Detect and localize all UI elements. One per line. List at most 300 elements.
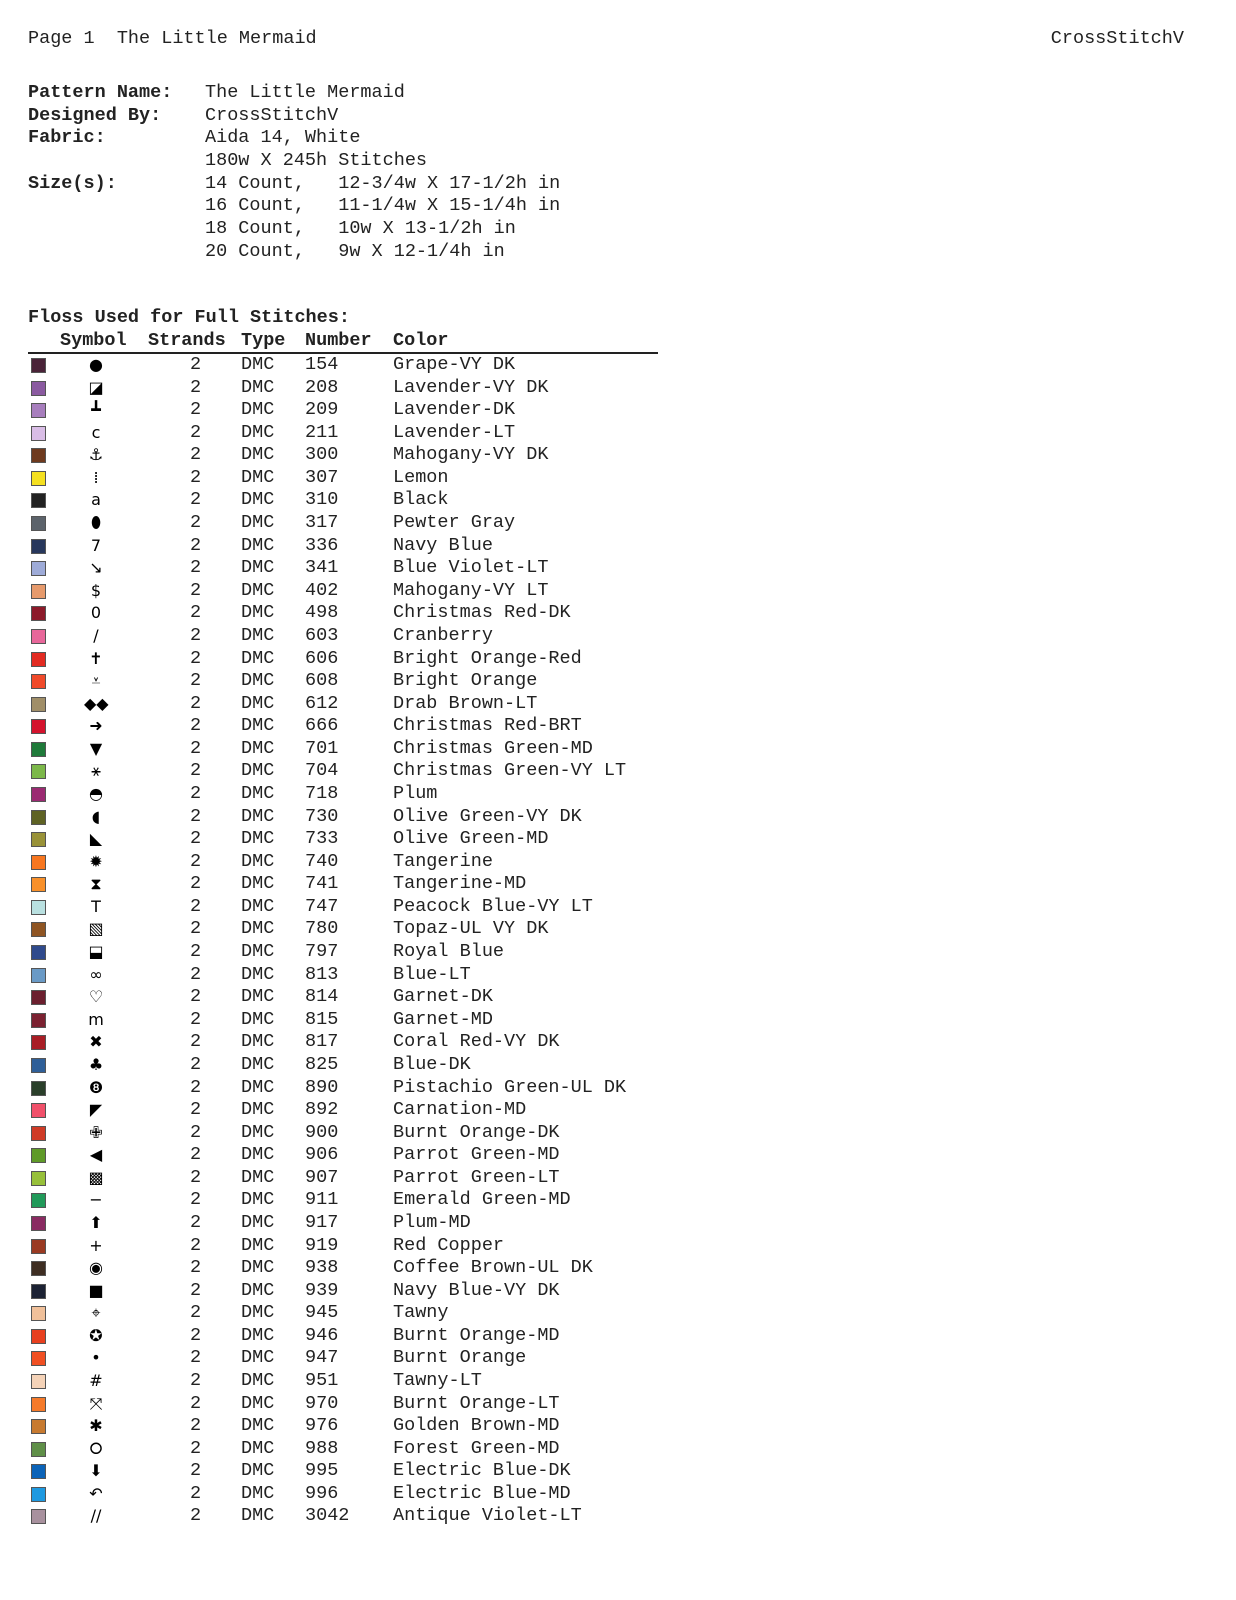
type-cell: DMC bbox=[241, 805, 275, 827]
table-row bbox=[28, 444, 658, 467]
info-label: Size(s): bbox=[28, 172, 117, 194]
stitch-symbol-icon: ↘ bbox=[89, 558, 103, 578]
number-cell: 814 bbox=[305, 986, 339, 1008]
number-cell: 730 bbox=[305, 805, 339, 827]
color-swatch bbox=[31, 1397, 46, 1412]
strands-cell: 2 bbox=[190, 1076, 202, 1098]
stitch-symbol-icon: ┻ bbox=[91, 400, 101, 420]
type-cell: DMC bbox=[241, 715, 275, 737]
table-row bbox=[28, 783, 658, 806]
column-header-number: Number bbox=[305, 330, 372, 351]
color-swatch bbox=[31, 1126, 46, 1141]
table-row bbox=[28, 1325, 658, 1348]
type-cell: DMC bbox=[241, 1415, 275, 1437]
table-row bbox=[28, 1415, 658, 1438]
table-row bbox=[28, 1054, 658, 1077]
color-swatch bbox=[31, 606, 46, 621]
color-name-cell: Drab Brown-LT bbox=[393, 692, 538, 714]
info-value: Aida 14, White bbox=[205, 127, 361, 149]
type-cell: DMC bbox=[241, 850, 275, 872]
table-row bbox=[28, 670, 658, 693]
number-cell: 317 bbox=[305, 512, 339, 534]
number-cell: 747 bbox=[305, 895, 339, 917]
strands-cell: 2 bbox=[190, 670, 202, 692]
strands-cell: 2 bbox=[190, 421, 202, 443]
type-cell: DMC bbox=[241, 1031, 275, 1053]
color-swatch bbox=[31, 561, 46, 576]
color-name-cell: Tawny-LT bbox=[393, 1370, 482, 1392]
table-row bbox=[28, 1483, 658, 1506]
table-row bbox=[28, 851, 658, 874]
floss-section-title: Floss Used for Full Stitches: bbox=[28, 307, 350, 328]
table-row bbox=[28, 1031, 658, 1054]
type-cell: DMC bbox=[241, 489, 275, 511]
table-row bbox=[28, 1122, 658, 1145]
color-swatch bbox=[31, 516, 46, 531]
stitch-symbol-icon: ⌖ bbox=[91, 1303, 101, 1323]
color-name-cell: Burnt Orange-MD bbox=[393, 1324, 560, 1346]
table-row bbox=[28, 828, 658, 851]
strands-cell: 2 bbox=[190, 1370, 202, 1392]
number-cell: 797 bbox=[305, 941, 339, 963]
table-row bbox=[28, 422, 658, 445]
type-cell: DMC bbox=[241, 1279, 275, 1301]
color-name-cell: Blue-DK bbox=[393, 1053, 471, 1075]
table-row bbox=[28, 467, 658, 490]
strands-cell: 2 bbox=[190, 1234, 202, 1256]
color-swatch bbox=[31, 990, 46, 1005]
strands-cell: 2 bbox=[190, 557, 202, 579]
color-name-cell: Christmas Red-BRT bbox=[393, 715, 582, 737]
column-header-symbol: Symbol bbox=[60, 330, 127, 351]
type-cell: DMC bbox=[241, 1053, 275, 1075]
color-name-cell: Coffee Brown-UL DK bbox=[393, 1257, 593, 1279]
strands-cell: 2 bbox=[190, 376, 202, 398]
color-swatch bbox=[31, 1081, 46, 1096]
strands-cell: 2 bbox=[190, 1482, 202, 1504]
color-name-cell: Black bbox=[393, 489, 449, 511]
number-cell: 307 bbox=[305, 466, 339, 488]
number-cell: 906 bbox=[305, 1144, 339, 1166]
table-row bbox=[28, 1438, 658, 1461]
number-cell: 780 bbox=[305, 918, 339, 940]
color-name-cell: Royal Blue bbox=[393, 941, 505, 963]
type-cell: DMC bbox=[241, 466, 275, 488]
strands-cell: 2 bbox=[190, 1505, 202, 1527]
stitch-symbol-icon: ◀ bbox=[89, 1145, 103, 1165]
strands-cell: 2 bbox=[190, 1144, 202, 1166]
table-row bbox=[28, 760, 658, 783]
color-name-cell: Golden Brown-MD bbox=[393, 1415, 560, 1437]
color-name-cell: Bright Orange-Red bbox=[393, 647, 582, 669]
color-swatch bbox=[31, 742, 46, 757]
number-cell: 740 bbox=[305, 850, 339, 872]
table-row bbox=[28, 1370, 658, 1393]
color-name-cell: Coral Red-VY DK bbox=[393, 1031, 560, 1053]
type-cell: DMC bbox=[241, 579, 275, 601]
table-row bbox=[28, 1257, 658, 1280]
strands-cell: 2 bbox=[190, 1189, 202, 1211]
color-name-cell: Topaz-UL VY DK bbox=[393, 918, 549, 940]
color-name-cell: Navy Blue-VY DK bbox=[393, 1279, 560, 1301]
table-row bbox=[28, 399, 658, 422]
color-name-cell: Blue Violet-LT bbox=[393, 557, 549, 579]
strands-cell: 2 bbox=[190, 1031, 202, 1053]
type-cell: DMC bbox=[241, 1302, 275, 1324]
stitch-symbol-icon: ⤧ bbox=[89, 1393, 103, 1413]
type-cell: DMC bbox=[241, 895, 275, 917]
color-name-cell: Plum bbox=[393, 782, 438, 804]
table-row bbox=[28, 602, 658, 625]
color-swatch bbox=[31, 922, 46, 937]
info-value: 180w X 245h Stitches bbox=[205, 150, 428, 172]
stitch-symbol-icon: ♣ bbox=[88, 1054, 104, 1074]
color-name-cell: Electric Blue-DK bbox=[393, 1460, 571, 1482]
number-cell: 945 bbox=[305, 1302, 339, 1324]
table-row bbox=[28, 580, 658, 603]
color-name-cell: Mahogany-VY LT bbox=[393, 579, 549, 601]
stitch-symbol-icon: ⁞ bbox=[93, 467, 99, 487]
stitch-symbol-icon: 0 bbox=[90, 603, 102, 623]
stitch-symbol-icon: ✹ bbox=[89, 851, 103, 871]
strands-cell: 2 bbox=[190, 647, 202, 669]
number-cell: 970 bbox=[305, 1392, 339, 1414]
number-cell: 946 bbox=[305, 1324, 339, 1346]
color-swatch bbox=[31, 584, 46, 599]
color-swatch bbox=[31, 493, 46, 508]
strands-cell: 2 bbox=[190, 466, 202, 488]
color-swatch bbox=[31, 1419, 46, 1434]
table-row bbox=[28, 986, 658, 1009]
stitch-symbol-icon: ✝ bbox=[89, 648, 103, 668]
color-name-cell: Electric Blue-MD bbox=[393, 1482, 571, 1504]
type-cell: DMC bbox=[241, 421, 275, 443]
strands-cell: 2 bbox=[190, 986, 202, 1008]
stitch-symbol-icon: ⭘ bbox=[89, 1438, 103, 1458]
table-row bbox=[28, 1167, 658, 1190]
color-swatch bbox=[31, 810, 46, 825]
stitch-symbol-icon: // bbox=[90, 1506, 102, 1526]
stitch-symbol-icon: ∞ bbox=[89, 964, 103, 984]
color-swatch bbox=[31, 358, 46, 373]
strands-cell: 2 bbox=[190, 489, 202, 511]
color-swatch bbox=[31, 1103, 46, 1118]
stitch-symbol-icon: ◓ bbox=[89, 783, 103, 803]
color-name-cell: Red Copper bbox=[393, 1234, 505, 1256]
number-cell: 817 bbox=[305, 1031, 339, 1053]
type-cell: DMC bbox=[241, 376, 275, 398]
type-cell: DMC bbox=[241, 760, 275, 782]
stitch-symbol-icon: a bbox=[91, 490, 101, 510]
strands-cell: 2 bbox=[190, 624, 202, 646]
strands-cell: 2 bbox=[190, 534, 202, 556]
type-cell: DMC bbox=[241, 1121, 275, 1143]
number-cell: 813 bbox=[305, 963, 339, 985]
color-name-cell: Burnt Orange bbox=[393, 1347, 527, 1369]
type-cell: DMC bbox=[241, 1099, 275, 1121]
color-name-cell: Christmas Green-MD bbox=[393, 737, 593, 759]
table-row bbox=[28, 377, 658, 400]
table-row bbox=[28, 557, 658, 580]
strands-cell: 2 bbox=[190, 579, 202, 601]
strands-cell: 2 bbox=[190, 760, 202, 782]
info-value: The Little Mermaid bbox=[205, 82, 405, 103]
type-cell: DMC bbox=[241, 557, 275, 579]
number-cell: 612 bbox=[305, 692, 339, 714]
table-row bbox=[28, 1505, 658, 1528]
stitch-symbol-icon: ▩ bbox=[88, 1167, 104, 1187]
strands-cell: 2 bbox=[190, 850, 202, 872]
strands-cell: 2 bbox=[190, 941, 202, 963]
type-cell: DMC bbox=[241, 1347, 275, 1369]
color-swatch bbox=[31, 877, 46, 892]
color-name-cell: Garnet-MD bbox=[393, 1008, 493, 1030]
strands-cell: 2 bbox=[190, 1257, 202, 1279]
page-header-designer: CrossStitchV bbox=[1050, 28, 1184, 49]
table-row bbox=[28, 693, 658, 716]
type-cell: DMC bbox=[241, 1144, 275, 1166]
stitch-symbol-icon: m bbox=[88, 1009, 104, 1029]
info-label: Designed By: bbox=[28, 104, 162, 126]
strands-cell: 2 bbox=[190, 1053, 202, 1075]
strands-cell: 2 bbox=[190, 1211, 202, 1233]
color-swatch bbox=[31, 426, 46, 441]
stitch-symbol-icon: ✖ bbox=[89, 1032, 103, 1052]
stitch-symbol-icon: $ bbox=[90, 580, 102, 600]
table-row bbox=[28, 1280, 658, 1303]
color-swatch bbox=[31, 787, 46, 802]
number-cell: 919 bbox=[305, 1234, 339, 1256]
color-name-cell: Tangerine-MD bbox=[393, 873, 527, 895]
stitch-symbol-icon: ⚹ bbox=[91, 761, 101, 781]
color-swatch bbox=[31, 674, 46, 689]
number-cell: 211 bbox=[305, 421, 339, 443]
number-cell: 603 bbox=[305, 624, 339, 646]
number-cell: 701 bbox=[305, 737, 339, 759]
stitch-symbol-icon: # bbox=[89, 1371, 103, 1391]
table-row bbox=[28, 489, 658, 512]
number-cell: 666 bbox=[305, 715, 339, 737]
table-row bbox=[28, 1009, 658, 1032]
number-cell: 951 bbox=[305, 1370, 339, 1392]
stitch-symbol-icon: ❽ bbox=[88, 1077, 104, 1097]
type-cell: DMC bbox=[241, 1211, 275, 1233]
color-swatch bbox=[31, 1171, 46, 1186]
strands-cell: 2 bbox=[190, 692, 202, 714]
number-cell: 892 bbox=[305, 1099, 339, 1121]
stitch-symbol-icon: ▧ bbox=[88, 919, 104, 939]
color-swatch bbox=[31, 855, 46, 870]
info-value: 20 Count, 9w X 12-1/4h in bbox=[205, 240, 505, 262]
stitch-symbol-icon: ➜ bbox=[89, 716, 103, 736]
color-name-cell: Olive Green-VY DK bbox=[393, 805, 582, 827]
strands-cell: 2 bbox=[190, 873, 202, 895]
type-cell: DMC bbox=[241, 512, 275, 534]
table-row bbox=[28, 1460, 658, 1483]
strands-cell: 2 bbox=[190, 399, 202, 421]
table-row bbox=[28, 873, 658, 896]
color-swatch bbox=[31, 1351, 46, 1366]
table-row bbox=[28, 941, 658, 964]
type-cell: DMC bbox=[241, 1324, 275, 1346]
type-cell: DMC bbox=[241, 1505, 275, 1527]
number-cell: 911 bbox=[305, 1189, 339, 1211]
type-cell: DMC bbox=[241, 1392, 275, 1414]
strands-cell: 2 bbox=[190, 1415, 202, 1437]
type-cell: DMC bbox=[241, 602, 275, 624]
number-cell: 907 bbox=[305, 1166, 339, 1188]
table-row bbox=[28, 1144, 658, 1167]
number-cell: 606 bbox=[305, 647, 339, 669]
strands-cell: 2 bbox=[190, 1099, 202, 1121]
stitch-symbol-icon: ◣ bbox=[89, 829, 103, 849]
info-value: 16 Count, 11-1/4w X 15-1/4h in bbox=[205, 195, 561, 217]
strands-cell: 2 bbox=[190, 805, 202, 827]
type-cell: DMC bbox=[241, 986, 275, 1008]
color-swatch bbox=[31, 719, 46, 734]
color-name-cell: Parrot Green-LT bbox=[393, 1166, 560, 1188]
color-name-cell: Mahogany-VY DK bbox=[393, 444, 549, 466]
color-name-cell: Carnation-MD bbox=[393, 1099, 527, 1121]
number-cell: 718 bbox=[305, 782, 339, 804]
number-cell: 938 bbox=[305, 1257, 339, 1279]
type-cell: DMC bbox=[241, 670, 275, 692]
color-swatch bbox=[31, 1013, 46, 1028]
color-name-cell: Christmas Green-VY LT bbox=[393, 760, 627, 782]
type-cell: DMC bbox=[241, 354, 275, 375]
stitch-symbol-icon: ⬇ bbox=[89, 1461, 103, 1481]
color-swatch bbox=[31, 403, 46, 418]
stitch-symbol-icon: − bbox=[89, 1190, 103, 1210]
stitch-symbol-icon: ◉ bbox=[89, 1258, 103, 1278]
color-name-cell: Parrot Green-MD bbox=[393, 1144, 560, 1166]
color-swatch bbox=[31, 381, 46, 396]
strands-cell: 2 bbox=[190, 737, 202, 759]
table-row bbox=[28, 1347, 658, 1370]
stitch-symbol-icon: ◖ bbox=[91, 806, 101, 826]
stitch-symbol-icon: ■ bbox=[88, 1280, 104, 1300]
number-cell: 939 bbox=[305, 1279, 339, 1301]
strands-cell: 2 bbox=[190, 1460, 202, 1482]
color-name-cell: Christmas Red-DK bbox=[393, 602, 571, 624]
number-cell: 815 bbox=[305, 1008, 339, 1030]
color-name-cell: Navy Blue bbox=[393, 534, 493, 556]
stitch-symbol-icon: ⧗ bbox=[90, 874, 102, 894]
strands-cell: 2 bbox=[190, 444, 202, 466]
type-cell: DMC bbox=[241, 1166, 275, 1188]
table-row bbox=[28, 738, 658, 761]
color-swatch bbox=[31, 832, 46, 847]
info-value: 18 Count, 10w X 13-1/2h in bbox=[205, 218, 516, 240]
type-cell: DMC bbox=[241, 1370, 275, 1392]
strands-cell: 2 bbox=[190, 1437, 202, 1459]
color-name-cell: Emerald Green-MD bbox=[393, 1189, 571, 1211]
color-name-cell: Blue-LT bbox=[393, 963, 471, 985]
stitch-symbol-icon: ♡ bbox=[88, 987, 104, 1007]
color-name-cell: Olive Green-MD bbox=[393, 828, 549, 850]
strands-cell: 2 bbox=[190, 1008, 202, 1030]
strands-cell: 2 bbox=[190, 1121, 202, 1143]
table-row bbox=[28, 512, 658, 535]
type-cell: DMC bbox=[241, 941, 275, 963]
type-cell: DMC bbox=[241, 399, 275, 421]
color-name-cell: Tangerine bbox=[393, 850, 493, 872]
strands-cell: 2 bbox=[190, 1392, 202, 1414]
table-row bbox=[28, 1302, 658, 1325]
type-cell: DMC bbox=[241, 873, 275, 895]
stitch-symbol-icon: ◆◆ bbox=[84, 693, 109, 713]
table-row bbox=[28, 354, 658, 377]
floss-table-header bbox=[28, 330, 658, 354]
color-swatch bbox=[31, 1148, 46, 1163]
stitch-symbol-icon: ⩡ bbox=[91, 671, 101, 691]
color-name-cell: Burnt Orange-DK bbox=[393, 1121, 560, 1143]
stitch-symbol-icon: ✱ bbox=[89, 1416, 103, 1436]
type-cell: DMC bbox=[241, 624, 275, 646]
color-swatch bbox=[31, 1058, 46, 1073]
stitch-symbol-icon: 7 bbox=[90, 535, 102, 555]
type-cell: DMC bbox=[241, 1234, 275, 1256]
number-cell: 402 bbox=[305, 579, 339, 601]
column-header-type: Type bbox=[241, 330, 286, 351]
type-cell: DMC bbox=[241, 647, 275, 669]
type-cell: DMC bbox=[241, 918, 275, 940]
strands-cell: 2 bbox=[190, 354, 202, 375]
table-row bbox=[28, 1235, 658, 1258]
type-cell: DMC bbox=[241, 444, 275, 466]
strands-cell: 2 bbox=[190, 1166, 202, 1188]
color-swatch bbox=[31, 1509, 46, 1524]
strands-cell: 2 bbox=[190, 602, 202, 624]
color-name-cell: Bright Orange bbox=[393, 670, 538, 692]
color-name-cell: Forest Green-MD bbox=[393, 1437, 560, 1459]
table-row bbox=[28, 535, 658, 558]
strands-cell: 2 bbox=[190, 512, 202, 534]
table-row bbox=[28, 648, 658, 671]
color-name-cell: Antique Violet-LT bbox=[393, 1505, 582, 1527]
stitch-symbol-icon: + bbox=[89, 1235, 103, 1255]
info-label: Pattern Name: bbox=[28, 82, 173, 103]
strands-cell: 2 bbox=[190, 1347, 202, 1369]
stitch-symbol-icon: ⚓ bbox=[88, 445, 104, 465]
number-cell: 900 bbox=[305, 1121, 339, 1143]
color-swatch bbox=[31, 1464, 46, 1479]
stitch-symbol-icon: T bbox=[91, 896, 101, 916]
number-cell: 154 bbox=[305, 354, 339, 375]
stitch-symbol-icon: / bbox=[93, 625, 99, 645]
table-row bbox=[28, 1212, 658, 1235]
color-name-cell: Grape-VY DK bbox=[393, 354, 516, 375]
color-swatch bbox=[31, 1261, 46, 1276]
strands-cell: 2 bbox=[190, 828, 202, 850]
number-cell: 209 bbox=[305, 399, 339, 421]
number-cell: 825 bbox=[305, 1053, 339, 1075]
stitch-symbol-icon: • bbox=[91, 1348, 101, 1368]
number-cell: 741 bbox=[305, 873, 339, 895]
color-name-cell: Peacock Blue-VY LT bbox=[393, 895, 593, 917]
number-cell: 947 bbox=[305, 1347, 339, 1369]
strands-cell: 2 bbox=[190, 895, 202, 917]
stitch-symbol-icon: ✪ bbox=[89, 1325, 103, 1345]
color-name-cell: Pistachio Green-UL DK bbox=[393, 1076, 627, 1098]
number-cell: 995 bbox=[305, 1460, 339, 1482]
color-swatch bbox=[31, 1487, 46, 1502]
number-cell: 3042 bbox=[305, 1505, 350, 1527]
number-cell: 996 bbox=[305, 1482, 339, 1504]
table-row bbox=[28, 715, 658, 738]
color-name-cell: Cranberry bbox=[393, 624, 493, 646]
info-value: CrossStitchV bbox=[205, 104, 339, 126]
